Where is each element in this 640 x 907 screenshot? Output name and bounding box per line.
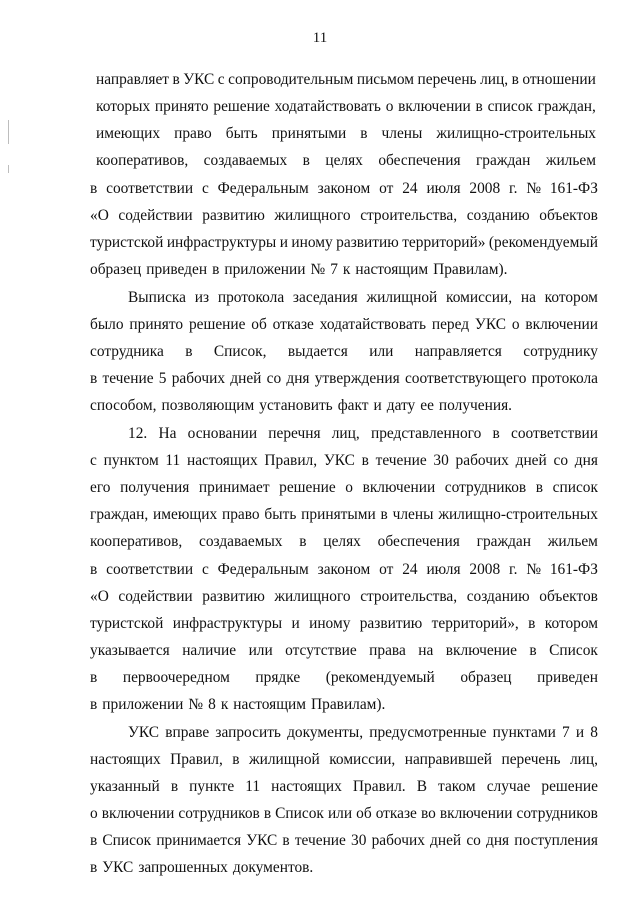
text-line: кооперативов, создаваемых в целях обеспечения граждан жильем: [96, 152, 596, 169]
text-line: «О содействии развитию жилищного строительства, созданию объектов: [90, 207, 598, 224]
text-line: Выписка из протокола заседания жилищной комиссии, на котором: [128, 289, 598, 306]
text-line: настоящих Правил, в жилищной комиссии, направившей перечень лиц,: [90, 751, 598, 768]
text-line: в приложении № 8 к настоящим Правилам).: [90, 696, 386, 713]
text-line: о включении сотрудников в Список или об отказе во включении сотрудников: [90, 805, 598, 822]
text-line: направляет в УКС с сопроводительным письмом перечень лиц, в отношении: [96, 71, 596, 88]
text-line: туристской инфраструктуры и иному развитию территорий», в котором: [90, 615, 598, 632]
text-line: указывается наличие или отсутствие права на включение в Список: [90, 642, 598, 659]
text-line: способом, позволяющим установить факт и дату ее получения.: [90, 397, 512, 414]
text-line: его получения принимает решение о включении сотрудников в список: [90, 479, 598, 496]
text-line: в УКС запрошенных документов.: [90, 859, 314, 876]
text-line: в Список принимается УКС в течение 30 рабочих дней со дня поступления: [90, 832, 598, 849]
text-line: имеющих право быть принятыми в члены жилищно-строительных: [96, 125, 596, 142]
text-line: образец приведен в приложении № 7 к настоящим Правилам).: [90, 261, 508, 278]
text-line: туристской инфраструктуры и иному развитию территорий» (рекомендуемый: [90, 234, 598, 251]
text-line: граждан, имеющих право быть принятыми в члены жилищно-строительных: [90, 506, 598, 523]
text-line: кооперативов, создаваемых в целях обеспечения граждан жильем: [90, 533, 598, 550]
text-line: в течение 5 рабочих дней со дня утверждения соответствующего протокола: [90, 370, 598, 387]
text-line: в соответствии с Федеральным законом от 24 июля 2008 г. № 161-ФЗ: [90, 180, 598, 197]
scan-artifact: [8, 120, 9, 144]
text-line: сотрудника в Список, выдается или направляется сотруднику: [90, 343, 598, 360]
page-number: 11: [312, 30, 328, 46]
text-line: в первоочередном прядке (рекомендуемый образец приведен: [90, 669, 598, 686]
text-line: с пунктом 11 настоящих Правил, УКС в течение 30 рабочих дней со дня: [90, 452, 598, 469]
text-line: 12. На основании перечня лиц, представленного в соответствии: [128, 425, 598, 442]
text-line: УКС вправе запросить документы, предусмотренные пунктами 7 и 8: [128, 724, 598, 741]
text-line: указанный в пункте 11 настоящих Правил. В таком случае решение: [90, 778, 598, 795]
text-line: было принято решение об отказе ходатайствовать перед УКС о включении: [90, 316, 598, 333]
text-line: в соответствии с Федеральным законом от 24 июля 2008 г. № 161-ФЗ: [90, 561, 598, 578]
text-line: «О содействии развитию жилищного строительства, созданию объектов: [90, 588, 598, 605]
scan-artifact: [8, 165, 9, 173]
text-line: которых принято решение ходатайствовать о включении в список граждан,: [96, 98, 596, 115]
